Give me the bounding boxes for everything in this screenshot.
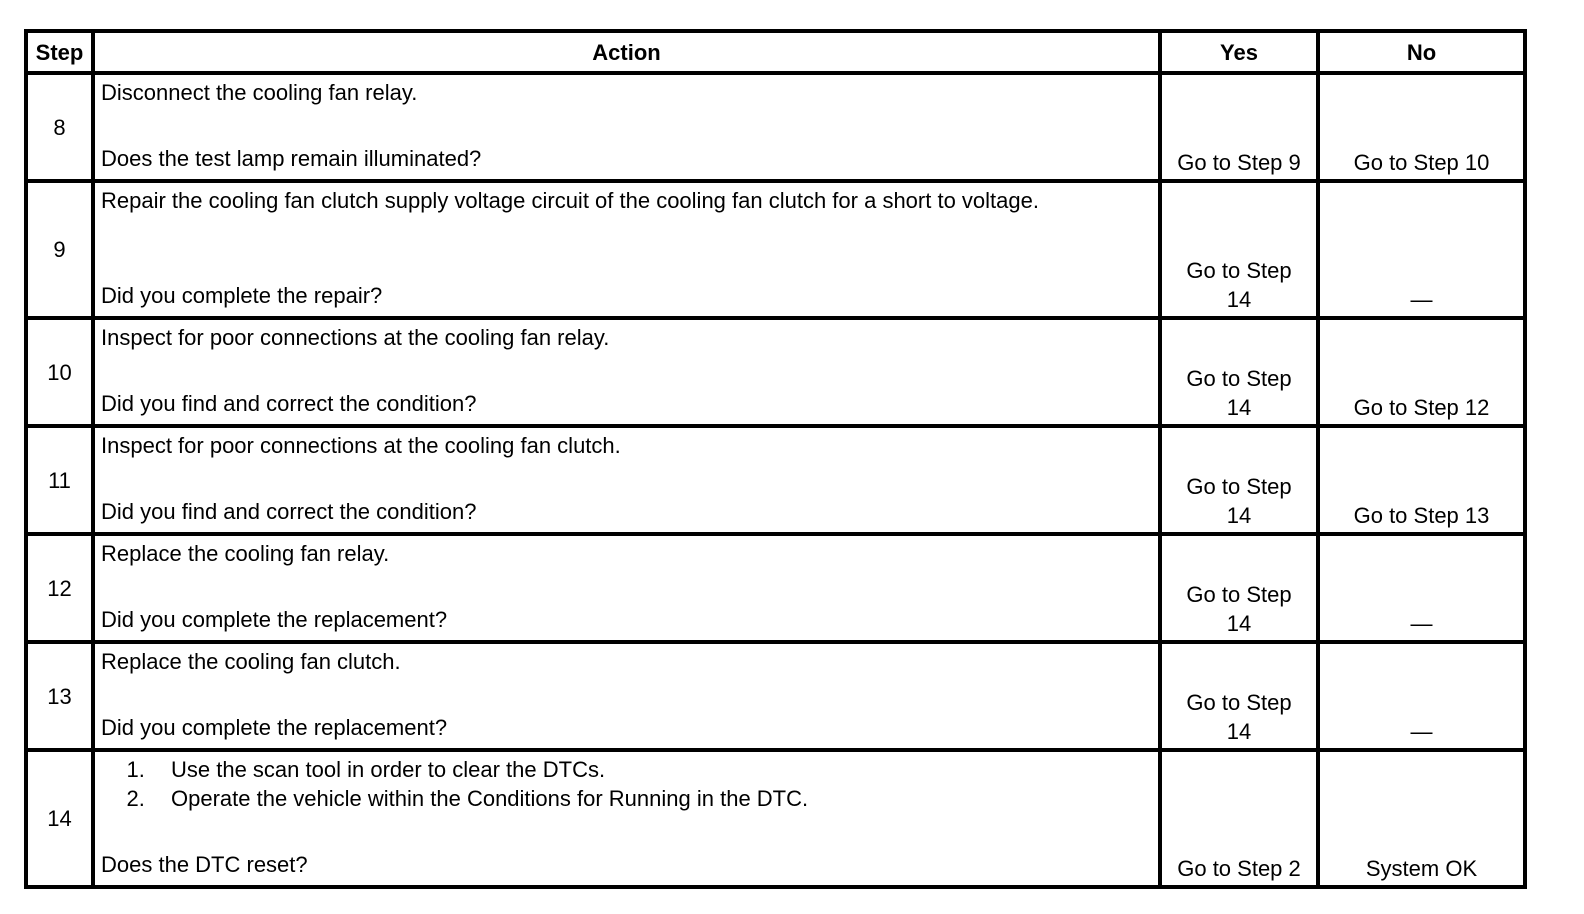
action-text: Replace the cooling fan relay. bbox=[101, 541, 390, 566]
table-row bbox=[26, 426, 1525, 534]
table-row bbox=[26, 642, 1525, 750]
action-text: Repair the cooling fan clutch supply voltage circuit of the cooling fan clutch for a short to voltage. bbox=[101, 188, 1039, 213]
action-text: Disconnect the cooling fan relay. bbox=[101, 80, 418, 105]
step-number: 14 bbox=[26, 750, 93, 887]
header-row bbox=[26, 31, 1525, 73]
action-text: Inspect for poor connections at the cooling fan relay. bbox=[101, 325, 610, 350]
action-cell bbox=[93, 642, 1160, 750]
header-step: Step bbox=[26, 31, 93, 73]
yes-result: Go to Step 2 bbox=[1160, 750, 1318, 887]
no-result: Go to Step 13 bbox=[1318, 426, 1525, 534]
no-result: Go to Step 12 bbox=[1318, 318, 1525, 426]
no-result: — bbox=[1318, 181, 1525, 318]
action-text: Inspect for poor connections at the cooling fan clutch. bbox=[101, 433, 621, 458]
list-item: 2. Operate the vehicle within the Conditions for Running in the DTC. bbox=[151, 784, 1152, 813]
question-text: Does the DTC reset? bbox=[101, 852, 308, 877]
yes-result: Go to Step 14 bbox=[1160, 318, 1318, 426]
header-no: No bbox=[1318, 31, 1525, 73]
action-cell bbox=[93, 534, 1160, 642]
step-number: 13 bbox=[26, 642, 93, 750]
action-list bbox=[101, 755, 1152, 813]
step-number: 8 bbox=[26, 73, 93, 181]
header-action: Action bbox=[93, 31, 1160, 73]
question-text: Did you complete the replacement? bbox=[101, 715, 448, 740]
question-text: Did you find and correct the condition? bbox=[101, 391, 477, 416]
no-result: Go to Step 10 bbox=[1318, 73, 1525, 181]
action-cell bbox=[93, 318, 1160, 426]
yes-result: Go to Step 14 bbox=[1160, 181, 1318, 318]
action-text: Replace the cooling fan clutch. bbox=[101, 649, 401, 674]
yes-result: Go to Step 14 bbox=[1160, 426, 1318, 534]
yes-result: Go to Step 9 bbox=[1160, 73, 1318, 181]
step-number: 12 bbox=[26, 534, 93, 642]
action-cell bbox=[93, 750, 1160, 887]
yes-result: Go to Step 14 bbox=[1160, 534, 1318, 642]
no-result: — bbox=[1318, 642, 1525, 750]
diagnostic-table bbox=[24, 29, 1523, 887]
table-row bbox=[26, 181, 1525, 318]
list-item: 1. Use the scan tool in order to clear the DTCs. bbox=[151, 755, 1152, 784]
table-row bbox=[26, 318, 1525, 426]
action-cell bbox=[93, 73, 1160, 181]
question-text: Did you complete the repair? bbox=[101, 283, 383, 308]
table-row bbox=[26, 534, 1525, 642]
step-number: 9 bbox=[26, 181, 93, 318]
yes-result: Go to Step 14 bbox=[1160, 642, 1318, 750]
step-table bbox=[24, 29, 1527, 889]
action-cell bbox=[93, 426, 1160, 534]
no-result: — bbox=[1318, 534, 1525, 642]
step-number: 10 bbox=[26, 318, 93, 426]
step-number: 11 bbox=[26, 426, 93, 534]
table-row bbox=[26, 73, 1525, 181]
action-cell bbox=[93, 181, 1160, 318]
header-yes: Yes bbox=[1160, 31, 1318, 73]
question-text: Did you complete the replacement? bbox=[101, 607, 448, 632]
question-text: Did you find and correct the condition? bbox=[101, 499, 477, 524]
no-result: System OK bbox=[1318, 750, 1525, 887]
question-text: Does the test lamp remain illuminated? bbox=[101, 146, 482, 171]
table-row bbox=[26, 750, 1525, 887]
